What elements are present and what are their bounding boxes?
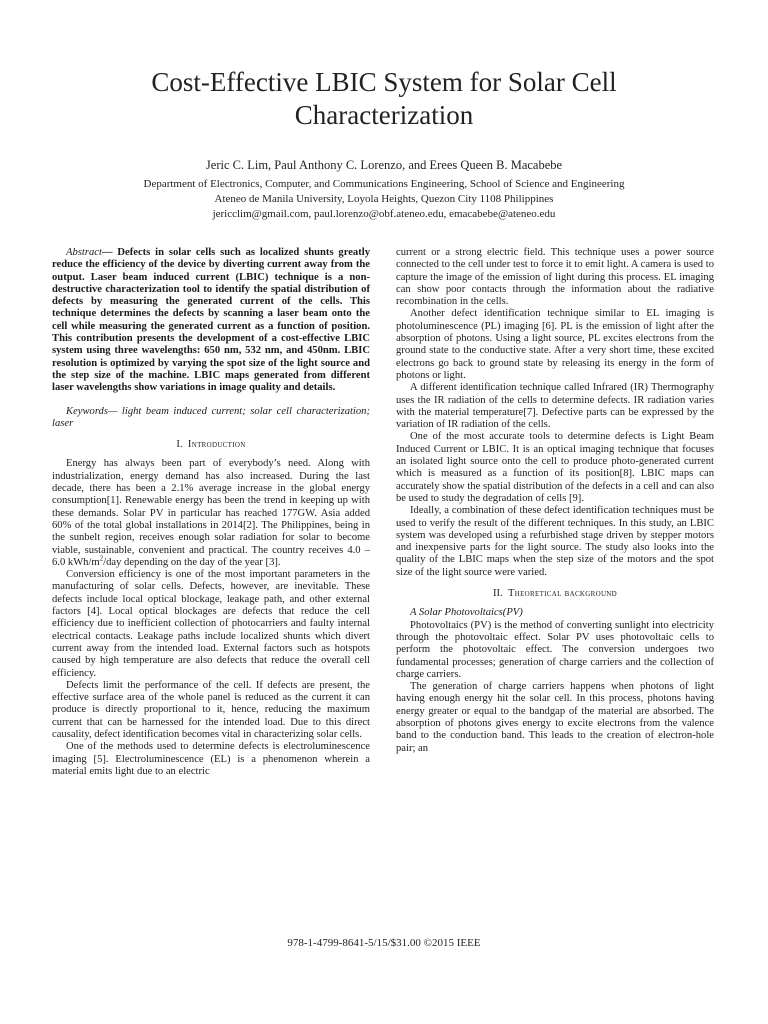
copyright-footer: 978-1-4799-8641-5/15/$31.00 ©2015 IEEE — [287, 937, 481, 949]
section-number: II. — [492, 588, 503, 600]
section-title: Theoretical background — [507, 588, 618, 600]
paragraph: Conversion efficiency is one of the most important parameters in the manufacturing of solar cells. Defects, however, are inevitable. These defects include local optical blockage, leakage path, and other external factors [4]. Local optical blockages are defects that reduce the cell efficiency due to inefficient collection of photocarriers and faulty internal electrical contacts. Leakage paths include localized shunts which divert current away from the intended load. External factors such as hotspots caused by high temperature are also defects that reduce the overall cell efficiency. — [52, 569, 370, 679]
section-heading-theory — [396, 588, 714, 600]
paragraph — [52, 458, 370, 569]
paragraph: A different identification technique called Infrared (IR) Thermography uses the IR radiation of the cells to determine defects. IR radiation varies with the material temperature[7]. Defective parts can be expressed by the variation of IR radiation of the cells. — [396, 382, 714, 431]
abstract — [52, 247, 370, 395]
paper-title: Cost-Effective LBIC System for Solar Cell Characterization — [151, 67, 617, 130]
abstract-dash: — — [101, 247, 113, 258]
author-list: Jeric C. Lim, Paul Anthony C. Lorenzo, and Erees Queen B. Macabebe — [205, 158, 563, 172]
section-title: Introduction — [187, 439, 246, 451]
section-number: I. — [176, 439, 183, 451]
abstract-text: Defects in solar cells such as localized shunts greatly reduce the efficiency of the device by diverting current away from the output. Laser beam induced current (LBIC) technique is a non-destructive characterization tool to identify the spatial distribution of defects by measuring the generated current of the cells. This technique determines the defects by scanning a laser beam onto the cell while measuring the generated current as a function of position. This contribution presents the development of a cost-effective LBIC system using three wavelengths: 650 nm, 532 nm, and 450nm. LBIC resolution is optimized by varying the spot size of the light source and the step size of the machine. LBIC maps generated from different laser wavelengths show variations in image quality and details. — [52, 247, 370, 394]
right-column — [396, 247, 714, 755]
left-column — [52, 247, 370, 778]
paragraph: current or a strong electric field. This technique uses a power source connected to the cell under test to force it to emit light. A camera is used to capture the image of the emission of light during this process. EL imaging can show poor contacts through the information about the radiative recombination in the cells. — [396, 247, 714, 308]
superscript: 2 — [99, 554, 104, 563]
paragraph-text: Energy has always been part of everybody’s need. Along with industrialization, energy demand has also increased. During the last decade, there has been a 2.1% average increase in the global energy consumption[1]. Renewable energy has been the trend in keeping up with these demands. Solar PV in particular has reached 177GW. Asia added 60% of the total global installations in 2014[2]. The Philippines, being in the sunbelt region, receives enough solar radiation for solar to become viable, sustainable, convenient and practical. The country receives 4.0 – 6.0 kWh/m — [52, 458, 370, 568]
paragraph: One of the methods used to determine defects is electroluminescence imaging [5]. Electroluminescence (EL) is a phenomenon wherein a material emits light due to an electric — [52, 741, 370, 777]
paragraph: Ideally, a combination of these defect identification techniques must be used to verify the result of the different techniques. In this study, an LBIC system was developed using a refurbished stage driven by stepper motors and inexpensive parts for the light source. The study also looks into the quality of the LBIC maps when the step size of the motors and the spot size of the light source were varied. — [396, 505, 714, 578]
paragraph: The generation of charge carriers happens when photons of light having enough energy hit the solar cell. In this process, photons having energy greater or equal to the bandgap of the material are absorbed. The absorption of photons gives energy to excite electrons from the valence band to the conduction band. This leads to the creation of electron-hole pair; an — [396, 681, 714, 754]
affiliation-university: Ateneo de Manila University, Loyola Heights, Quezon City 1108 Philippines — [214, 193, 554, 205]
paragraph: One of the most accurate tools to determine defects is Light Beam Induced Current or LBIC. It is an optical imaging technique that focuses an isolated light source onto the cell to produce photo-generated current which is measured as a function of its position[8]. LBIC maps can accurately show the spatial distribution of the defects in a cell and can also be used to study the degradation of cells [9]. — [396, 431, 714, 504]
paragraph-text: /day depending on the day of the year [3]. — [103, 556, 281, 568]
subsection-heading: A Solar Photovoltaics(PV) — [410, 607, 523, 619]
section-heading-introduction — [52, 439, 370, 451]
affiliation-department: Department of Electronics, Computer, and Communications Engineering, School of Science and Engineering — [143, 178, 625, 190]
author-emails: jericclim@gmail.com, paul.lorenzo@obf.ateneo.edu, emacabebe@ateneo.edu — [212, 208, 556, 220]
paragraph: Defects limit the performance of the cell. If defects are present, the effective surface area of the whole panel is reduced as the current it can produce is directly proportional to it, hence, reducing the maximum current that can be harnessed for the intended load. Due to this direct causality, defect identification becomes vital in characterizing solar cells. — [52, 679, 370, 740]
paragraph: Another defect identification technique similar to EL imaging is photoluminescence (PL) imaging [6]. PL is the emission of light after the absorption of photons. Using a light source, PL excites electrons from the ground state to the conductive state. After a very short time, these excited electrons go back to ground state by releasing its energy in the form of photons or light. — [396, 308, 714, 381]
keywords: Keywords— light beam induced current; solar cell characterization; laser — [52, 405, 370, 429]
paragraph: Photovoltaics (PV) is the method of converting sunlight into electricity through the photovoltaic effect. Solar PV uses photovoltaic cells to perform the photovoltaic effect. The conversion undergoes two fundamental processes; generation of charge carriers and the collection of charge carriers. — [396, 619, 714, 680]
abstract-lead: Abstract — [66, 247, 102, 258]
